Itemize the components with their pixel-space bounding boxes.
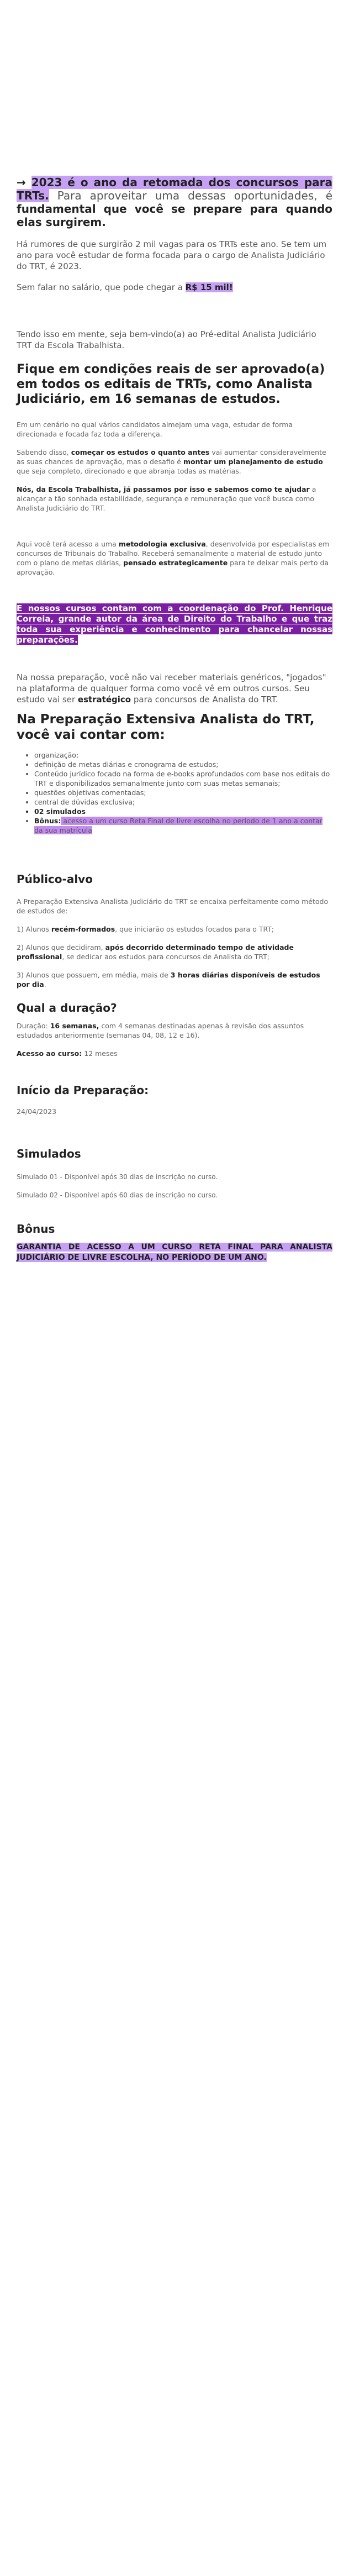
section1-p2-text-e: que seja completo, direcionado e que abranja todas as matérias. [17,467,241,475]
duration-weeks: 16 semanas, [50,1022,99,1030]
list-bonus-text: acesso a um curso Reta Final de livre escolha no período de 1 ano a contar da sua matrícula [34,817,322,834]
audience-1-text-c: , que iniciarão os estudos focados para o TRT; [115,925,274,933]
section1-p3-bold: Nós, da Escola Trabalhista, já passamos por isso e sabemos como te ajudar [17,485,310,493]
audience-3-text-a: 3) Alunos que possuem, em média, mais de [17,971,171,979]
coordination-banner-text: E nossos cursos contam com a coordenação do Prof. Henrique Correia, grande autor da área de Direito do Trabalho e que traz toda sua experiência e conhecimento para chancelar nossas preparações. [17,603,332,645]
duration-text-2: estudados anteriormente (semanas 04, 08, 12 e 16). [17,1031,200,1039]
heading-approval: Fique em condições reais de ser aprovado(a) em todos os editais de TRTs, como Analista Judiciário, em 16 semanas de estudos. [17,362,325,406]
section1-p4-bold-d: pensado estrategicamente [123,559,228,567]
heading-bonus: Bônus [17,1222,55,1236]
section1-p2-bold-b: começar os estudos o quanto antes [71,448,210,456]
audience-1-text-a: 1) Alunos [17,925,51,933]
heading-target-audience: Público-alvo [17,872,93,886]
coordination-banner [17,603,332,645]
section2-paragraph [17,672,332,705]
audience-3-text-c: . [44,980,46,989]
access-paragraph [17,1049,332,1058]
intro-paragraph-1: Há rumores de que surgirão 2 mil vagas para os TRTs este ano. Se tem um ano para você estudar de forma focada para o cargo de Analista Judiciário do TRT, é 2023. [17,239,327,271]
section1-paragraph-1: Em um cenário no qual vários candidatos almejam uma vaga, estudar de forma direcionada e focada faz toda a diferença. [17,420,293,438]
list-bonus-label: Bônus: [34,817,61,825]
audience-item-3 [17,970,332,989]
audience-2-text-a: 2) Alunos que decidiram, [17,943,105,951]
list-item: • Conteúdo jurídico focado na forma de e-books aprofundados com base nos editais do TRT e disponibilizados semanalmente junto com suas metas semanais; [34,769,332,788]
section2-bold: estratégico [77,695,131,705]
heading-start: Início da Preparação: [17,1084,149,1097]
page-content [0,176,349,1263]
arrow-icon: → [17,176,26,189]
section1-p4-bold-b: metodologia exclusiva [118,540,206,548]
bonus-paragraph [17,1242,332,1263]
access-value: 12 meses [82,1049,118,1058]
section1-p4-text-a: Aqui você terá acesso a uma [17,540,119,548]
audience-2-bold: após decorrido determinado tempo de atividade profissional [17,943,294,961]
heading-duration: Qual a duração? [17,1001,117,1014]
intro-paragraph-2 [17,282,332,293]
list-item: • definição de metas diárias e cronograma de estudos; [34,760,332,769]
lead-rest: Para aproveitar uma dessas oportunidades, é [49,189,332,202]
simulation-2: Simulado 02 - Disponível após 60 dias de inscrição no curso. [17,1191,218,1199]
section1-paragraph-2 [17,448,332,476]
section1-paragraph-3 [17,485,332,513]
list-item: • central de dúvidas exclusiva; [34,797,332,807]
audience-1-bold: recém-formados [51,925,115,933]
simulation-1: Simulado 01 - Disponível após 30 dias de inscrição no curso. [17,1173,218,1181]
access-label: Acesso ao curso: [17,1049,82,1058]
section1-p4-text-c: , desenvolvida por especialistas em concursos de Tribunais do Trabalho. Receberá semanalmente o material de estudo junto com o plano de metas diárias, [17,540,330,567]
bonus-text: GARANTIA DE ACESSO A UM CURSO RETA FINAL PARA ANALISTA JUDICIÁRIO DE LIVRE ESCOLHA, NO PERÍODO DE UM ANO. [17,1243,332,1262]
section1-paragraph-4 [17,539,332,577]
intro-salary-text: Sem falar no salário, que pode chegar a [17,282,186,292]
section1-p4-text-e: para te deixar mais perto da aprovação. [17,559,329,576]
section1-p2-text-c: vai aumentar consideravelmente as suas chances de aprovação, mas o desafio é [17,448,326,466]
heading-simulations: Simulados [17,1147,81,1160]
section2-text-c: para concursos de Analista do TRT. [131,695,278,705]
section1-p3-text: a alcançar a tão sonhada estabilidade, segurança e remuneração que você busca como Analista Judiciário do TRT. [17,485,316,512]
list-item-bonus [34,816,332,835]
section2-text-a: Na nossa preparação, você não vai receber materiais genéricos, "jogados" na plataforma de qualquer forma como você vê em outros cursos. Seu estudo vai ser [17,672,326,705]
start-date: 24/04/2023 [17,1107,57,1116]
features-list [17,750,332,835]
lead-bold: fundamental que você se prepare para quando elas surgirem. [17,202,332,229]
heading-features: Na Preparação Extensiva Analista do TRT, você vai contar com: [17,712,315,742]
list-item: • 02 simulados [34,807,332,816]
section1-p2-text-a: Sabendo disso, [17,448,71,456]
duration-label: Duração: [17,1022,50,1030]
lead-highlight: 2023 é o ano da retomada dos concursos para TRTs. [17,176,333,202]
list-item: • questões objetivas comentadas; [34,788,332,797]
audience-intro: A Preparação Extensiva Analista Judiciário do TRT se encaixa perfeitamente como método de estudos de: [17,897,329,915]
audience-item-2 [17,943,332,961]
intro-salary-highlight: R$ 15 mil! [185,282,233,292]
intro-paragraph-3: Tendo isso em mente, seja bem-vindo(a) ao Pré-edital Analista Judiciário TRT da Escola Trabalhista. [17,329,316,350]
duration-paragraph [17,1021,332,1040]
list-item: • organização; [34,750,332,760]
section1-p2-bold-d: montar um planejamento de estudo [183,458,323,466]
audience-3-bold: 3 horas diárias disponíveis de estudos por dia [17,971,320,989]
lead-paragraph [17,176,332,229]
audience-2-text-c: , se dedicar aos estudos para concursos de Analista do TRT; [62,953,269,961]
duration-text: com 4 semanas destinadas apenas à revisão dos assuntos [99,1022,304,1030]
audience-item-1 [17,924,332,934]
